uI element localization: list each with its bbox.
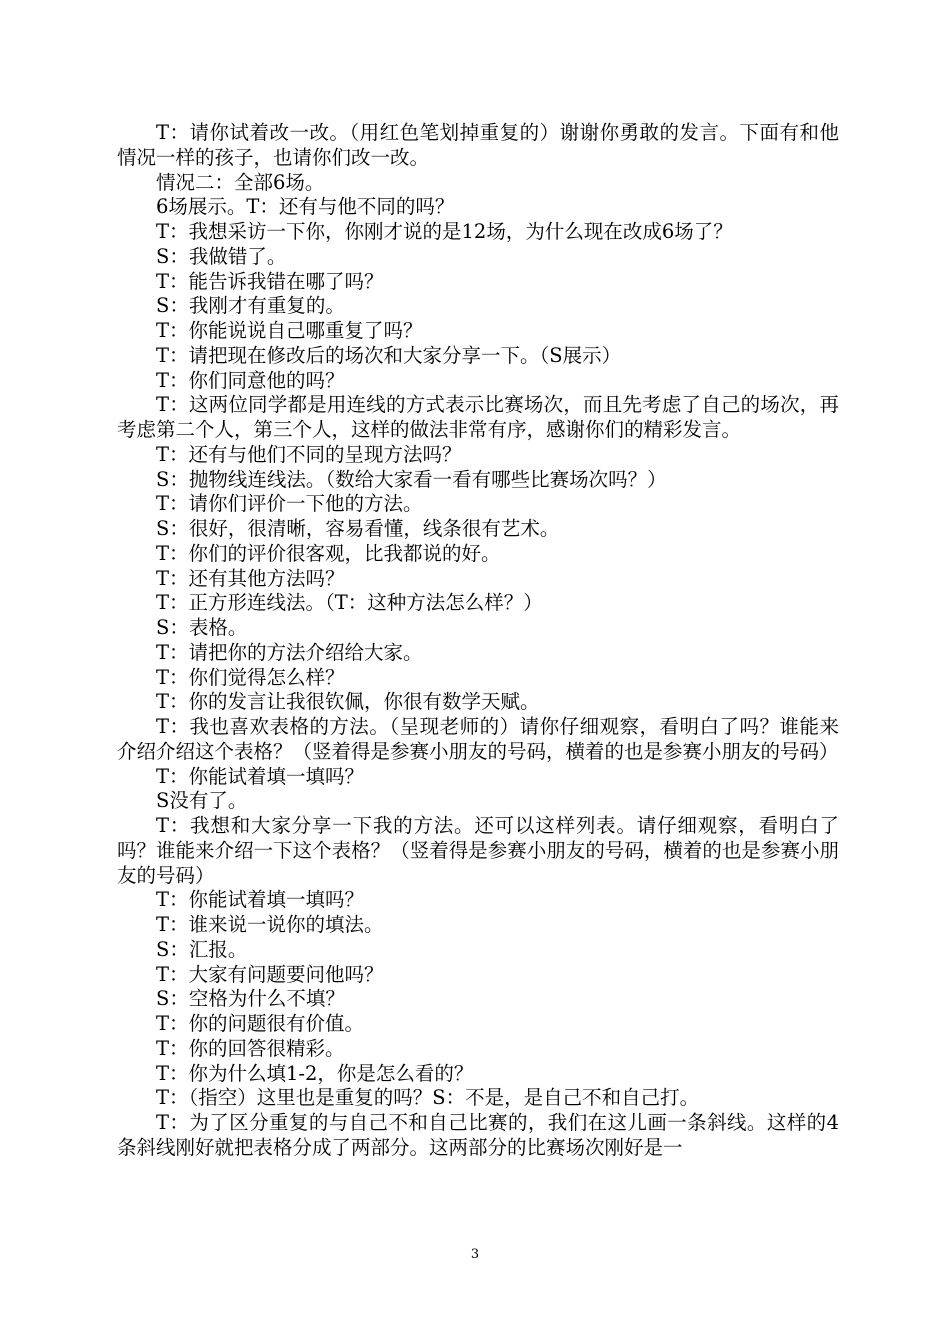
paragraph: T：这两位同学都是用连线的方式表示比赛场次，而且先考虑了自己的场次，再考虑第二个人，第三个人，这样的做法非常有序，感谢你们的精彩发言。: [117, 393, 839, 441]
paragraph: T：请把现在修改后的场次和大家分享一下。（S展示）: [156, 343, 622, 367]
paragraph: T：我想采访一下你，你刚才说的是12场，为什么现在改成6场了？: [156, 220, 733, 243]
paragraph: T：你的回答很精彩。: [156, 1036, 345, 1060]
paragraph: T：（指空）这里也是重复的吗？S：不是，是自己不和自己打。: [156, 1086, 700, 1110]
paragraph: T：我也喜欢表格的方法。（呈现老师的）请你仔细观察，看明白了吗？谁能来介绍介绍这个表格？（竖着得是参赛小朋友的号码，横着的也是参赛小朋友的号码）: [117, 715, 839, 763]
paragraph: S没有了。: [156, 789, 248, 813]
paragraph: 6场展示。T：还有与他不同的吗？: [156, 195, 455, 219]
paragraph: T：谁来说一说你的填法。: [156, 913, 384, 936]
paragraph: T：你们同意他的吗？: [156, 368, 345, 392]
paragraph: T：你的发言让我很钦佩，你很有数学天赋。: [156, 690, 540, 714]
paragraph: T：还有其他方法吗？: [156, 566, 345, 590]
paragraph: T：为了区分重复的与自己不和自己比赛的，我们在这儿画一条斜线。这样的4条斜线刚好就把表格分成了两部分。这两部分的比赛场次刚好是一: [117, 1111, 839, 1159]
paragraph: T：还有与他们不同的呈现方法吗？: [156, 442, 462, 466]
paragraph: S：空格为什么不填？: [156, 987, 345, 1011]
page-number: 3: [470, 1247, 480, 1262]
paragraph: S：我做错了。: [156, 244, 287, 268]
paragraph: T：请把你的方法介绍给大家。: [156, 640, 423, 664]
paragraph: S：汇报。: [156, 937, 248, 961]
paragraph: T：你为什么填1-2，你是怎么看的？: [156, 1061, 474, 1085]
paragraph: T：你们觉得怎么样？: [156, 665, 345, 689]
paragraph: T：你的问题很有价值。: [156, 1012, 365, 1035]
paragraph: T：正方形连线法。（T：这种方法怎么样？）: [156, 591, 543, 615]
paragraph: S：抛物线连线法。（数给大家看一看有哪些比赛场次吗？）: [156, 467, 667, 491]
paragraph: T：你能试着填一填吗？: [156, 764, 365, 788]
paragraph: T：你能试着填一填吗？: [156, 888, 365, 912]
paragraph: T：我想和大家分享一下我的方法。还可以这样列表。请仔细观察，看明白了吗？谁能来介绍一下这个表格？（竖着得是参赛小朋友的号码，横着的也是参赛小朋友的号码）: [117, 814, 839, 887]
paragraph: T：请你们评价一下他的方法。: [156, 492, 423, 516]
paragraph: 情况二：全部6场。: [156, 170, 325, 194]
paragraph: T：能告诉我错在哪了吗？: [156, 269, 384, 293]
paragraph: S：我刚才有重复的。: [156, 294, 345, 318]
body-text: [117, 121, 839, 1161]
paragraph: S：很好，很清晰，容易看懂，线条很有艺术。: [156, 517, 560, 540]
paragraph: T：你能说说自己哪重复了吗？: [156, 319, 423, 342]
paragraph: T：请你试着改一改。（用红色笔划掉重复的）谢谢你勇敢的发言。下面有和他情况一样的孩子，也请你们改一改。: [117, 121, 839, 169]
paragraph: T：大家有问题要问他吗？: [156, 962, 384, 986]
paragraph: T：你们的评价很客观，比我都说的好。: [156, 541, 501, 565]
paragraph: S：表格。: [156, 616, 248, 639]
